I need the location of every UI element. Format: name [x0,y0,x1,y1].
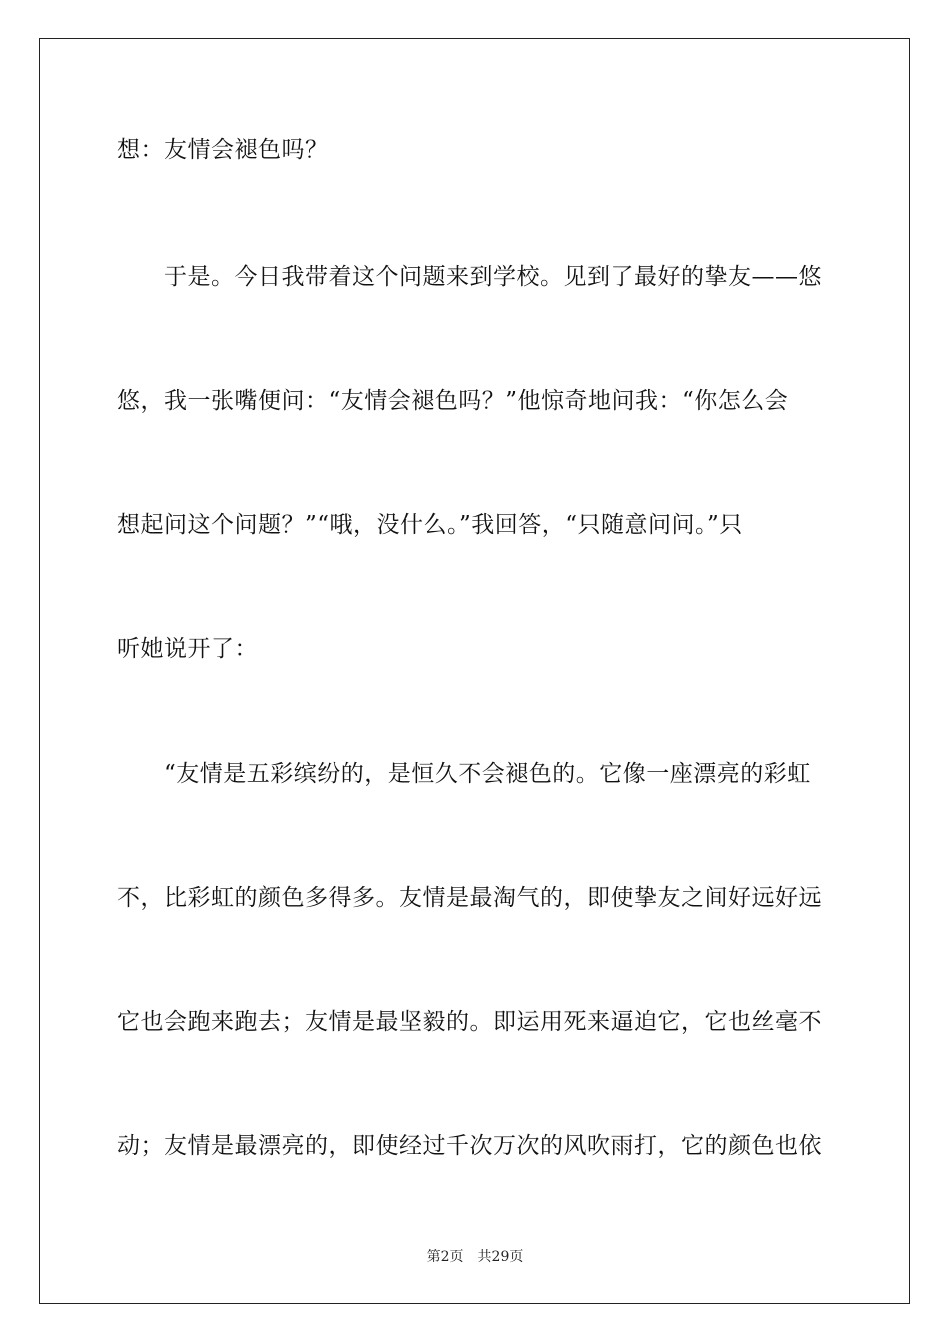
body-text-line: 不，比彩虹的颜色多得多。友情是最淘气的，即使挚友之间好远好远 [117,885,822,911]
body-text-line: 它也会跑来跑去；友情是最坚毅的。即运用死来逼迫它，它也丝毫不 [117,1009,822,1035]
total-page-count: 共29页 [477,1249,524,1265]
body-text-line: 想：友情会褪色吗？ [117,137,329,163]
body-text-line: 想起问这个问题？”“哦，没什么。”我回答，“只随意问问。”只 [117,512,743,538]
body-text-line: “友情是五彩缤纷的，是恒久不会褪色的。它像一座漂亮的彩虹 [117,761,811,787]
body-text-line: 悠，我一张嘴便问：“友情会褪色吗？”他惊奇地问我：“你怎么会 [117,388,789,414]
body-text-line: 于是。今日我带着这个问题来到学校。见到了最好的挚友——悠 [117,264,822,290]
page-border [39,38,910,1304]
body-text-line: 听她说开了： [117,636,258,662]
page-footer [0,1247,950,1267]
body-text-line: 动；友情是最漂亮的，即使经过千次万次的风吹雨打，它的颜色也依 [117,1133,822,1159]
current-page-number: 第2页 [426,1249,464,1265]
